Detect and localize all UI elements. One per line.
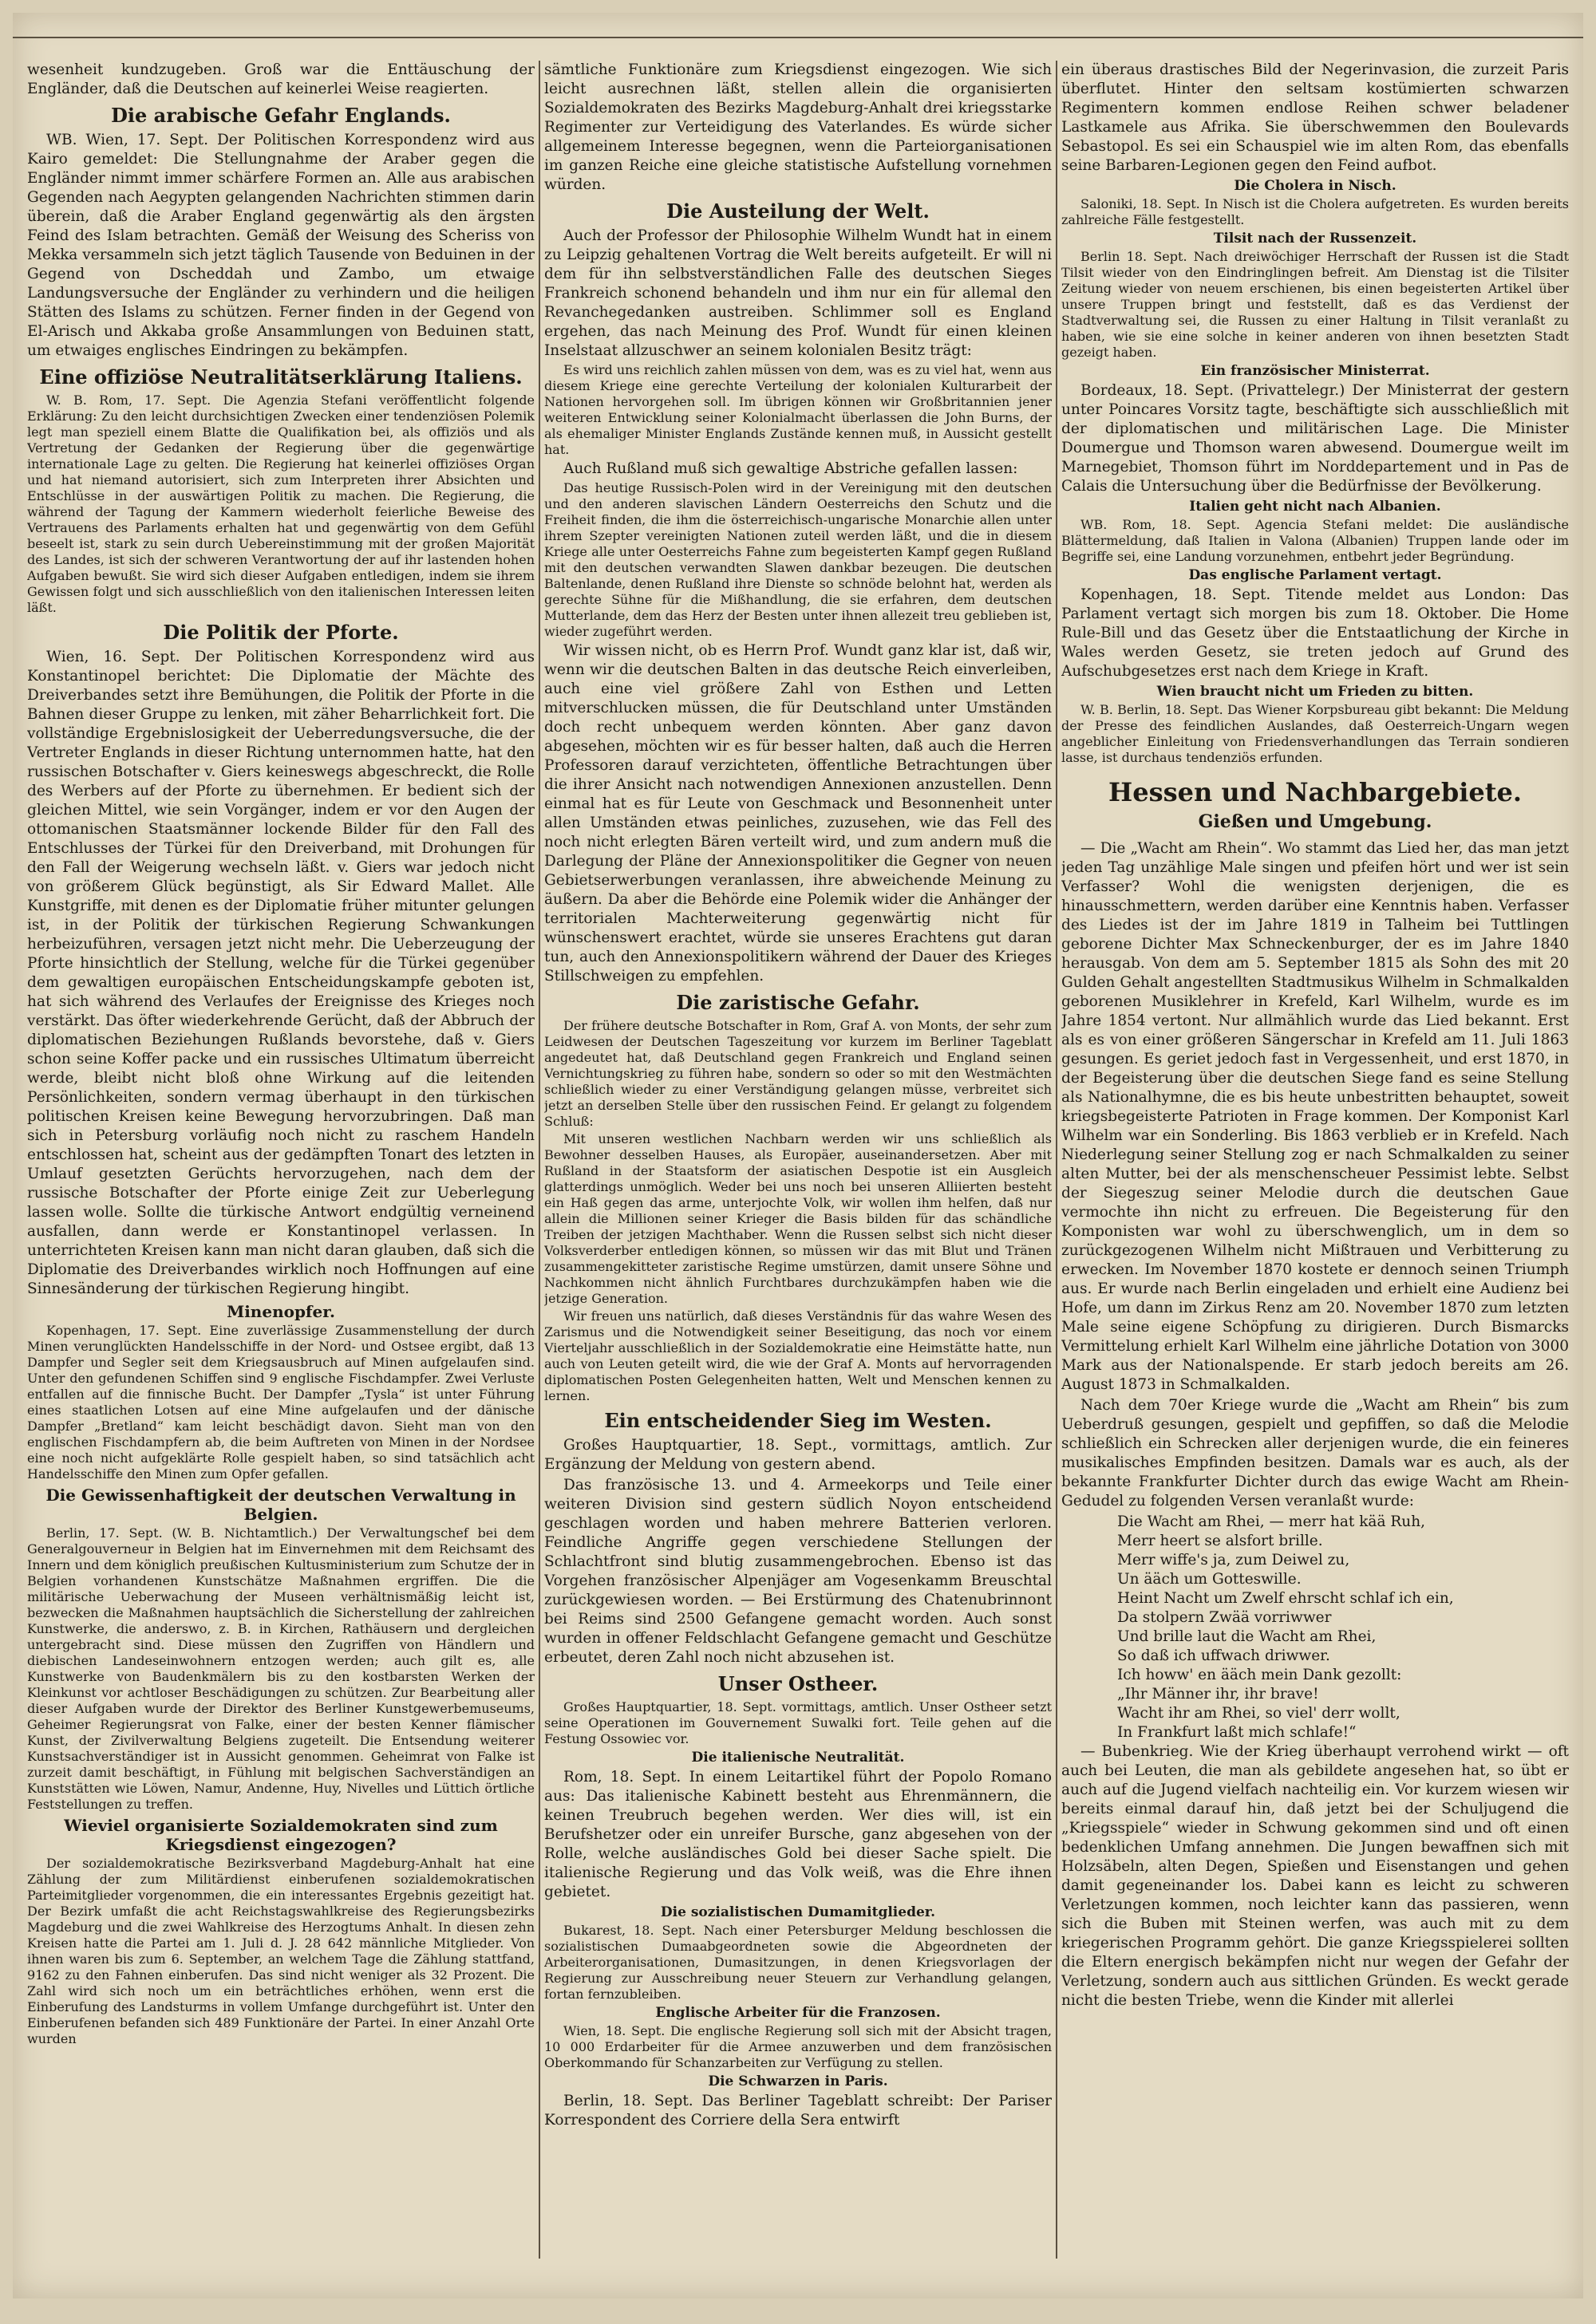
paragraph: W. B. Berlin, 18. Sept. Das Wiener Korpsbureau gibt bekannt: Die Meldung der Presse des feindlichen Auslandes, daß Oesterreich-Ungarn wegen angeblicher Einleitung von Friedensverhandlungen das Terrain sondieren lasse, ist durchaus tendenziös erfunden. [1061, 702, 1569, 765]
paragraph: Wir wissen nicht, ob es Herrn Prof. Wundt ganz klar ist, daß wir, wenn wir die deutschen Balten in das deutsche Reich einverleiben, auch eine viel größere Zahl von Esthen und Letten mitverschlucken müssen, die für Deutschland unter Umständen doch recht unbequem werden könnten. Aber ganz davon abgesehen, möchten wir es für besser halten, daß auch die Herren Professoren darauf verzichteten, öffentliche Betrachtungen über die ihrer Ansicht nach notwendigen Annexionen anzustellen. Denn einmal hat es für Leute von Geschmack und Besonnenheit unter allen Umständen etwas peinliches, zuzusehen, wie das Fell des noch nicht erlegten Bären verteilt wird, und zum andern muß die Darlegung der Pläne der Annexionspolitiker die Gegner von neuen Gebietserwerbungen veranlassen, ihre abweichende Meinung zu äußern. Da aber die Behörde eine Polemik wider die Anhänger der territorialen Machterweiterung gegenwärtig nicht für wünschenswert erachtet, würde sie unseres Erachtens gut daran tun, auch den Annexionspolitikern während der Dauer des Krieges Stillschweigen zu empfehlen. [544, 642, 1052, 984]
paragraph: sämtliche Funktionäre zum Kriegsdienst eingezogen. Wie sich leicht ausrechnen läßt, stellen allein die organisierten Sozialdemokraten des Bezirks Magdeburg-Anhalt drei kriegsstarke Regimenter zur Verteidigung des Vaterlandes. Es würde sicher allgemeinem Interesse begegnen, wenn die Parteiorganisationen im ganzen Reiche eine gleiche statistische Aufstellung vornehmen würden. [544, 61, 1052, 193]
headline: Die italienische Neutralität. [691, 1750, 905, 1766]
section-subtitle: Gießen und Umgebung. [1198, 811, 1432, 832]
quote: Es wird uns reichlich zahlen müssen von dem, was es zu viel hat, wenn aus diesem Kriege eine gerechte Verteilung der kolonialen Kulturarbeit der Nationen hervorgehen soll. Im übrigen können wir Großbritannien jener weiteren Entwicklung seiner Kolonialmacht überlassen die John Burns, der als ehemaliger Minister Englands Zustände kennen muß, in Aussicht gestellt hat. [544, 362, 1052, 457]
column-3 [1061, 61, 1569, 2259]
paragraph: Bukarest, 18. Sept. Nach einer Petersburger Meldung beschlossen die sozialistischen Dumaabgeordneten sowie die Abgeordneten der Arbeiterorganisationen, Dumasitzungen, in denen Kriegsvorlagen der Regierung zur Ausschreibung neuer Steuern zur Verhandlung gelangen, fortan fernzubleiben. [544, 1923, 1052, 2002]
headline: Die Schwarzen in Paris. [708, 2073, 888, 2089]
verse-line: Un ääch um Gotteswille. [1117, 1571, 1302, 1588]
paragraph: Berlin, 18. Sept. Das Berliner Tageblatt schreibt: Der Pariser Korrespondent des Corriere della Sera entwirft [544, 2093, 1052, 2129]
headline: Die Austeilung der Welt. [666, 199, 930, 223]
paragraph: Wien, 16. Sept. Der Politischen Korrespondenz wird aus Konstantinopel berichtet: Die Diplomatie der Mächte des Dreiverbandes setzt ihre Bemühungen, die Politik der Pforte in die Bahnen dieser Gruppe zu lenken, mit zäher Beharrlichkeit fort. Die vollständige Ergebnislosigkeit der Ueberredungsversuche, die der Vertreter Englands in dieser Richtung unternommen hatte, hat den russischen Botschafter v. Giers keineswegs abgeschreckt, die Rolle des Werbers auf der Pforte zu übernehmen. Er bedient sich der gleichen Mittel, wie sein Vorgänger, indem er vor den Augen der ottomanischen Staatsmänner lockende Bilder für den Fall des Entschlusses der Türkei für den Dreiverband, mit Drohungen für den Fall der Weigerung wechseln läßt. v. Giers war jedoch nicht von größerem Glück begünstigt, als Sir Edward Mallet. Alle Kunstgriffe, mit denen es der Diplomatie früher mitunter gelungen ist, in der Politik der türkischen Regierung Schwankungen herbeizuführen, versagen jetzt nicht mehr. Die Ueberzeugung der Pforte hinsichtlich der Stellung, welche für die Türkei gegenüber dem gewaltigen europäischen Entscheidungskampfe geboten ist, hat sich während des Verlaufes der Ereignisse des Krieges noch verstärkt. Das öfter wiederkehrende Gerücht, daß der Abbruch der diplomatischen Beziehungen Rußlands bevorstehe, daß v. Giers schon seine Koffer packe und ein russisches Ultimatum überreicht werde, bleibt nicht bloß ohne Wirkung auf die leitenden Persönlichkeiten, sondern vermag überhaupt in den türkischen politischen Kreisen keine Bewegung hervorzubringen. Daß man sich in Petersburg vorläufig noch nicht zu raschem Handeln entschlossen hat, scheint aus der gedämpften Tonart des letzten in Umlauf gesetzten Gerüchts hervorzugehen, nach dem der russische Botschafter der Pforte einige Zeit zur Ueberlegung lassen wolle. Sollte die türkische Antwort endgültig verneinend ausfallen, dann werde er Konstantinopel verlassen. In unterrichteten Kreisen kann man nicht daran glauben, daß sich die Diplomatie des Dreiverbandes wirklich noch Hoffnungen auf eine Sinnesänderung der türkischen Regierung hingibt. [27, 649, 535, 1297]
paragraph: Großes Hauptquartier, 18. Sept., vormittags, amtlich. Zur Ergänzung der Meldung von gestern abend. [544, 1437, 1052, 1473]
headline: Ein entscheidender Sieg im Westen. [604, 1409, 992, 1432]
paragraph: Auch Rußland muß sich gewaltige Abstriche gefallen lassen: [563, 460, 1018, 477]
headline: Eine offiziöse Neutralitätserklärung Italiens. [39, 365, 523, 389]
verse-line: Da stolpern Zwää vorriwwer [1117, 1609, 1332, 1626]
paragraph: Berlin, 17. Sept. (W. B. Nichtamtlich.) Der Verwaltungschef bei dem Generalgouverneur in Belgien hat im Einvernehmen mit dem Reichsamt des Innern und dem königlich preußischen Kultusministerium zum Schutze der in Belgien vorhandenen Kunstschätze Maßnahmen ergriffen. Die die militärische Ueberwachung der Museen verhältnismäßig leicht ist, bezwecken die Maßnahmen hauptsächlich die Sicherstellung der zahlreichen Kunstwerke, die anderswo, z. B. in Kirchen, Rathäusern und dergleichen untergebracht sind. Diese müssen den Zugriffen von Händlern und diebischen Landeseinwohnern entzogen werden; auch gilt es, alle Kunstwerke von Baudenkmälern bis zu den kostbarsten Werken der Kleinkunst vor achtloser Beschädigungen zu schützen. Zur Bearbeitung aller dieser Aufgaben wurde der Direktor des Berliner Kunstgewerbemuseums, Geheimer Regierungsrat von Falke, einer der besten Kenner flämischer Kunst, der Zivilverwaltung Belgiens zugeteilt. Die Entsendung weiterer Kunstsachverständiger ist in Aussicht genommen. Geheimrat von Falke ist zurzeit damit beschäftigt, in Fühlung mit belgischen Sachverständigen an Kunststätten wie Löwen, Namur, Andenne, Huy, Nivelles und Lüttich örtliche Feststellungen zu treffen. [27, 1525, 535, 1812]
paragraph: Das französische 13. und 4. Armeekorps und Teile einer weiteren Division sind gestern südlich Noyon entscheidend geschlagen worden und haben mehrere Batterien verloren. Feindliche Angriffe gegen verschiedene Stellungen der Schlachtfront sind blutig zusammengebrochen. Ebenso ist das Vorgehen französischer Alpenjäger am Vogesenkamm Breuschtal zurückgewiesen worden. — Bei Erstürmung des Chatenubrinnont bei Reims sind 2500 Gefangene gemacht worden. Auch sonst wurden in offener Feldschlacht Gefangene gemacht und Geschütze erbeutet, deren Zahl noch nicht abzusehen ist. [544, 1477, 1052, 1666]
verse-line: Merr heert se alsfort brille. [1117, 1533, 1323, 1549]
headline: Die sozialistischen Dumamitglieder. [660, 1904, 936, 1920]
verse-line: Heint Nacht um Zwelf ehrscht schlaf ich ein, [1117, 1590, 1454, 1607]
headline: Ein französischer Ministerrat. [1200, 363, 1430, 379]
paragraph: W. B. Rom, 17. Sept. Die Agenzia Stefani veröffentlicht folgende Erklärung: Zu den leicht durchsichtigen Zwecken einer tendenziösen Polemik legt man speziell einem Blatte die Qualifikation bei, als offiziös und als Vertretung der Gedanken der Regierung über die gegenwärtige internationale Lage zu gelten. Die Regierung hat keinerlei offiziöses Organ und hat niemand autorisiert, sich zum Interpreten ihrer Absichten und Entschlüsse in der auswärtigen Politik zu machen. Die Regierung, die während der Tagung der Kammern wiederholt feierliche Beweise des Vertrauens des Parlaments erhalten hat und gegenwärtig von dem Gefühl beseelt ist, stark zu sein durch Uebereinstimmung mit der großen Majorität des Landes, ist sich der schweren Verantwortung der auf ihr lastenden hohen Aufgaben bewußt. Sie wird sich dieser Aufgaben entledigen, indem sie ihrem Gewissen folgt und sich ausschließlich von den italienischen Interessen leiten läßt. [27, 393, 535, 615]
headline: Die Politik der Pforte. [163, 621, 399, 644]
paragraph: Kopenhagen, 17. Sept. Eine zuverlässige Zusammenstellung der durch Minen verunglückten Handelsschiffe in der Nord- und Ostsee ergibt, daß 13 Dampfer und Segler seit dem Kriegsausbruch auf Minen aufgelaufen sind. Unter den gefundenen Schiffen sind 9 englische Fischdampfer. Zwei Verluste entfallen auf die finnische Bucht. Der Dampfer „Tysla“ ist unter Führung eines staatlichen Lotsen auf eine Mine aufgelaufen und der dänische Dampfer „Bretland“ kam leicht beschädigt davon. Sieht man von den englischen Fischdampfern ab, die beim Auftreten von Minen in der Nordsee eine noch nicht aufgeklärte Rolle gespielt haben, so sind tatsächlich acht Handelsschiffe den Minen zum Opfer gefallen. [27, 1323, 535, 1482]
verse-line: Merr wiffe's ja, zum Deiwel zu, [1117, 1552, 1350, 1568]
paragraph: Saloniki, 18. Sept. In Nisch ist die Cholera aufgetreten. Es wurden bereits zahlreiche Fälle festgestellt. [1061, 196, 1569, 227]
column-rule-1 [539, 61, 540, 2259]
paragraph: WB. Wien, 17. Sept. Der Politischen Korrespondenz wird aus Kairo gemeldet: Die Stellungnahme der Araber gegen die Engländer nimmt immer schärfere Formen an. Alle aus arabischen Gegenden nach Aegypten gelangenden Nachrichten stimmen darin überein, daß die Araber England gegenwärtig als den ärgsten Feind des Islam betrachten. Gemäß der Weisung des Scheriss von Mekka versammeln sich jetzt täglich Tausende von Beduinen in der Gegend von Dscheddah und Zambo, um etwaige Landungsversuche der Engländer zu verhindern und die heiligen Stätten des Islams zu schützen. Ferner finden in der Gegend von El-Arisch und Akkaba große Ansammlungen von Beduinen statt, um etwaiges englisches Eindringen zu bekämpfen. [27, 132, 535, 359]
verse-line: In Frankfurt laßt mich schlafe!“ [1117, 1724, 1357, 1741]
paragraph: Der sozialdemokratische Bezirksverband Magdeburg-Anhalt hat eine Zählung der zum Militärdienst einberufenen sozialdemokratischen Parteimitglieder vorgenommen, die ein interessantes Ergebnis gezeitigt hat. Der Bezirk umfaßt die acht Reichstagswahlkreise des Regierungsbezirks Magdeburg und die zwei Wahlkreise des Herzogtums Anhalt. In diesen zehn Kreisen hatte die Partei am 1. Juli d. J. 28 642 männliche Mitglieder. Von ihnen waren bis zum 6. September, an welchem Tage die Zählung stattfand, 9162 zu den Fahnen einberufen. Das sind nicht weniger als 32 Prozent. Die Zahl wird sich noch um ein beträchtliches erhöhen, wenn erst die Einberufung des Landsturms in vollem Umfange durchgeführt ist. Unter den Einberufenen befanden sich 489 Funktionäre der Partei. In einer Anzahl Orte wurden [27, 1856, 535, 2046]
verse-line: „Ihr Männer ihr, ihr brave! [1117, 1686, 1319, 1703]
headline: Unser Ostheer. [717, 1672, 879, 1695]
newspaper-page [13, 13, 1583, 2298]
column-1 [27, 61, 535, 2259]
verse-line: Wacht ihr am Rhei, so viel' derr wollt, [1117, 1705, 1400, 1722]
paragraph: Auch der Professor der Philosophie Wilhelm Wundt hat in einem zu Leipzig gehaltenen Vortrag die Welt bereits aufgeteilt. Er will ni dem für ihn selbstverständlichen Falle des deutschen Sieges Frankreich schonend behandeln und ihm nur ein für allemal den Revanchegedanken austreiben. Schlimmer soll es England ergehen, das nach Meinung des Prof. Wundt für einen kleinen Inselstaat allzuschwer an seinem kolonialen Besitz trägt: [544, 227, 1052, 359]
paragraph: — Bubenkrieg. Wie der Krieg überhaupt verrohend wirkt — oft auch bei Leuten, die man als gebildete angesehen hat, so übt er auch auf die Jugend vielfach nachteilig ein. Vor kurzem wiesen wir bereits einmal darauf hin, daß jetzt bei der Schuljugend die „Kriegsspiele“ wieder in Schwung gekommen sind und oft einen bedenklichen Umfang annehmen. Die Jungen bewaffnen sich mit Holzsäbeln, alten Degen, Spießen und Eisenstangen und gehen damit gegeneinander los. Dabei kann es leicht zu schweren Verletzungen kommen, noch leichter kann das passieren, wenn sich die Buben mit Steinen werfen, was auch mit zu dem kriegerischen Programm gehört. Die ganze Kriegsspielerei sollten die Eltern energisch bekämpfen nicht nur wegen der Gefahr der Verletzung, sondern auch aus sittlichen Gründen. Es weckt gerade nicht die besten Triebe, wenn die Kinder mit allerlei [1061, 1743, 1569, 2009]
headline: Die zaristische Gefahr. [676, 991, 920, 1014]
headline: Die arabische Gefahr Englands. [111, 104, 451, 127]
headline: Englische Arbeiter für die Franzosen. [655, 2005, 941, 2021]
paragraph: ein überaus drastisches Bild der Negerinvasion, die zurzeit Paris überflutet. Hinter den seltsam kostümierten schwarzen Regimentern kommen endlose Reihen schwer beladener Lastkamele aus Afrika. Sie überschwemmen den Boulevards Sebastopol. Es sei ein Schauspiel wie im alten Rom, das ebenfalls seine Barbaren-Legionen gegen den Feind aufbot. [1061, 61, 1569, 174]
paragraph: Berlin 18. Sept. Nach dreiwöchiger Herrschaft der Russen ist die Stadt Tilsit wieder von den Eindringlingen befreit. Am Dienstag ist die Tilsiter Zeitung wieder von neuem erschienen, bis einen begeisterten Artikel über unsere Truppen bringt und feststellt, daß es das Verdienst der Stadtverwaltung sei, die Russen zu einer Haltung in Tilsit veranlaßt zu haben, wie sie eine solche in keiner anderen von ihnen besetzten Stadt gezeigt haben. [1061, 249, 1569, 360]
headline: Die Gewissenhaftigkeit der deutschen Verwaltung in Belgien. [45, 1486, 516, 1524]
headline: Das englische Parlament vertagt. [1188, 567, 1442, 583]
paragraph: Nach dem 70er Kriege wurde die „Wacht am Rhein“ bis zum Ueberdruß gesungen, gespielt und gepfiffen, so daß die Melodie schließlich ein Schrecken aller derjenigen wurde, die ein feineres musikalisches Empfinden besitzen. Damals war es auch, als der bekannte Frankfurter Dichter durch das ewige Wacht am Rhein-Gedudel zu folgenden Versen veranlaßt wurde: [1061, 1397, 1569, 1509]
paragraph: — Die „Wacht am Rhein“. Wo stammt das Lied her, das man jetzt jeden Tag unzählige Male singen und pfeifen hört und wer ist sein Verfasser? Wohl die wenigsten derjenigen, die es hinausschmettern, werden darüber eine Kenntnis haben. Verfasser des Liedes ist der im Jahre 1819 in Talheim bei Tuttlingen geborene Dichter Max Schneckenburger, der es im Jahre 1840 herausgab. Von dem am 5. September 1815 als Sohn des mit 20 Gulden Gehalt angestellten Stadtmusikus Wilhelm in Schmalkalden geborenen Musiklehrer in Krefeld, Karl Wilhelm, wurde es im Jahre 1854 vertont. Nur allmählich wurde das Lied bekannt. Erst als es von einer größeren Sängerschar in Krefeld am 11. Juli 1863 gesungen. Es geriet jedoch fast in Vergessenheit, und erst 1870, in der Begeisterung über die deutschen Siege fand es seine Stellung als Nationalhymne, die es bis heute unbestritten behauptet, soweit kriegsbegeisterte Patrioten in Frage kommen. Der Komponist Karl Wilhelm war ein Sonderling. Bis 1863 verblieb er in Krefeld. Nach Niederlegung seiner Stellung zog er nach Schmalkalden zu seiner alten Mutter, bei der als menschenscheuer Pessimist lebte. Selbst der Siegeszug seiner Melodie durch die deutschen Gaue vermochte ihn nicht zu erfreuen. Die Begeisterung für den Komponisten war wohl zu überschwenglich, um in dem so zurückgezogenen Wilhelm nicht Mißtrauen und Verbitterung zu erwecken. Im November 1870 kostete er dennoch seinen Triumph aus. Er wurde nach Berlin eingeladen und erhielt eine Audienz bei Hofe, um dann im Zirkus Renz am 20. November 1870 zum letzten Male seine eigene Schöpfung zu dirigieren. Durch Bismarcks Vermittelung erhielt Karl Wilhelm eine jährliche Dotation von 3000 Mark aus der Nationalspende. Er starb jedoch bereits am 26. August 1873 in Schmalkalden. [1061, 840, 1569, 1393]
section-title: Hessen und Nachbargebiete. [1108, 777, 1523, 807]
column-rule-2 [1056, 61, 1057, 2259]
paragraph: Bordeaux, 18. Sept. (Privattelegr.) Der Ministerrat der gestern unter Poincares Vorsitz tagte, beschäftigte sich ausschließlich mit der diplomatischen und militärischen Lage. Die Minister Doumergue und Thomson waren abwesend. Doumergue weilt im Marnegebiet, Thomson führt im Norddepartement und in Pas de Calais die Untersuchung über die Bedürfnisse der Bevölkerung. [1061, 382, 1569, 495]
verse-line: So daß ich uffwach driwwer. [1117, 1647, 1330, 1664]
quote: Mit unseren westlichen Nachbarn werden wir uns schließlich als Bewohner desselben Hauses, als Europäer, auseinandersetzen. Aber mit Rußland in der Staatsform der asiatischen Despotie ist ein Ausgleich glatterdings unmöglich. Weder bei uns noch bei unseren Alliierten besteht ein Haß gegen das arme, unterjochte Volk, wir wollen ihm helfen, daß nur allein die Millionen seiner Krieger die Basis bilden für das schändliche Treiben der jetzigen Machthaber. Wenn die Russen selbst sich nicht dieser Volksverderber entledigen können, so müssen wir das mit Blut und Tränen zusammengekitteter zaristische Regime umstürzen, damit unsere Söhne und Nachkommen nicht ähnlich Furchtbares durchzukämpfen haben wie die jetzige Generation. [544, 1131, 1052, 1306]
headline: Wieviel organisierte Sozialdemokraten sind zum Kriegsdienst eingezogen? [64, 1816, 498, 1854]
verse-line: Und brille laut die Wacht am Rhei, [1117, 1628, 1377, 1645]
paragraph: wesenheit kundzugeben. Groß war die Enttäuschung der Engländer, daß die Deutschen auf keinerlei Weise reagierten. [27, 61, 535, 97]
verse-line: Die Wacht am Rhei, — merr hat kää Ruh, [1117, 1513, 1426, 1530]
quote: Das heutige Russisch-Polen wird in der Vereinigung mit den deutschen und den anderen slavischen Ländern Oesterreichs den Schutz und die Freiheit finden, die ihm die österreichisch-ungarische Monarchie allen unter ihrem Szepter vereinigten Nationen zuteil werden läßt, und die in diesem Kriege alle unter Oesterreichs Fahne zum begeisterten Kampf gegen Rußland mit den deutschen verwandten Slawen dankbar bezeugen. Die deutschen Baltenlande, denen Rußland ihre Dienste so schnöde belohnt hat, werden als gerechte Sühne für die Mißhandlung, die sie erfahren, dem deutschen Mutterlande, dem das Herz der Besten unter ihnen allezeit treu geblieben ist, wieder zugeführt werden. [544, 480, 1052, 639]
verse-line: Ich howw' en ääch mein Dank gezollt: [1117, 1667, 1402, 1683]
paragraph: Rom, 18. Sept. In einem Leitartikel führt der Popolo Romano aus: Das italienische Kabinett besteht aus Ehrenmännern, die keinen Treubruch begehen werden. Wer dies will, ist ein Berufshetzer oder ein unreifer Bursche, ganz abgesehen von der Rolle, welche ausländisches Gold bei dieser Sache spielt. Die italienische Regierung und das Volk weiß, was die Ehre ihnen gebietet. [544, 1769, 1052, 1900]
headline: Wien braucht nicht um Frieden zu bitten. [1156, 684, 1474, 700]
headline: Italien geht nicht nach Albanien. [1189, 499, 1441, 515]
headline: Die Cholera in Nisch. [1234, 178, 1396, 194]
paragraph: Kopenhagen, 18. Sept. Titende meldet aus London: Das Parlament vertagt sich morgen bis zum 18. Oktober. Die Home Rule-Bill und das Gesetz über die Entstaatlichung der Kirche in Wales werden Gesetz, sie treten jedoch auf Grund des Aufschubgesetzes erst nach dem Kriege in Kraft. [1061, 586, 1569, 680]
headline: Minenopfer. [227, 1302, 335, 1321]
paragraph: Wien, 18. Sept. Die englische Regierung soll sich mit der Absicht tragen, 10 000 Erdarbeiter für die Armee anzuwerben und dem französischen Oberkommando für Schanzarbeiten zur Verfügung zu stellen. [544, 2023, 1052, 2070]
paragraph: WB. Rom, 18. Sept. Agencia Stefani meldet: Die ausländische Blättermeldung, daß Italien in Valona (Albanien) Truppen lande oder im Begriffe sei, eine Landung vorzunehmen, entbehrt jeder Begründung. [1061, 517, 1569, 564]
top-rule [13, 37, 1583, 38]
column-2 [544, 61, 1052, 2259]
paragraph: Der frühere deutsche Botschafter in Rom, Graf A. von Monts, der sehr zum Leidwesen der Deutschen Tageszeitung vor kurzem im Berliner Tageblatt angedeutet hat, daß Deutschland gegen Frankreich und England seinen Vernichtungskrieg zu führen habe, sondern so oder so mit den Westmächten schließlich wieder zu einer Verständigung gelangen müsse, verbreitet sich jetzt an derselben Stelle über den russischen Feind. Er gelangt zu folgendem Schluß: [544, 1018, 1052, 1129]
paragraph: Wir freuen uns natürlich, daß dieses Verständnis für das wahre Wesen des Zarismus und die Notwendigkeit seiner Beseitigung, das noch vor einem Vierteljahr ausschließlich in der Sozialdemokratie eine Heimstätte hatte, nun auch von Leuten geteilt wird, die wie der Graf A. Monts auf hervorragenden diplomatischen Posten Gelegenheiten hatten, Welt und Menschen kennen zu lernen. [544, 1308, 1052, 1403]
headline: Tilsit nach der Russenzeit. [1213, 231, 1417, 247]
paragraph: Großes Hauptquartier, 18. Sept. vormittags, amtlich. Unser Ostheer setzt seine Operationen im Gouvernement Suwalki fort. Teile gehen auf die Festung Ossowiec vor. [544, 1699, 1052, 1746]
